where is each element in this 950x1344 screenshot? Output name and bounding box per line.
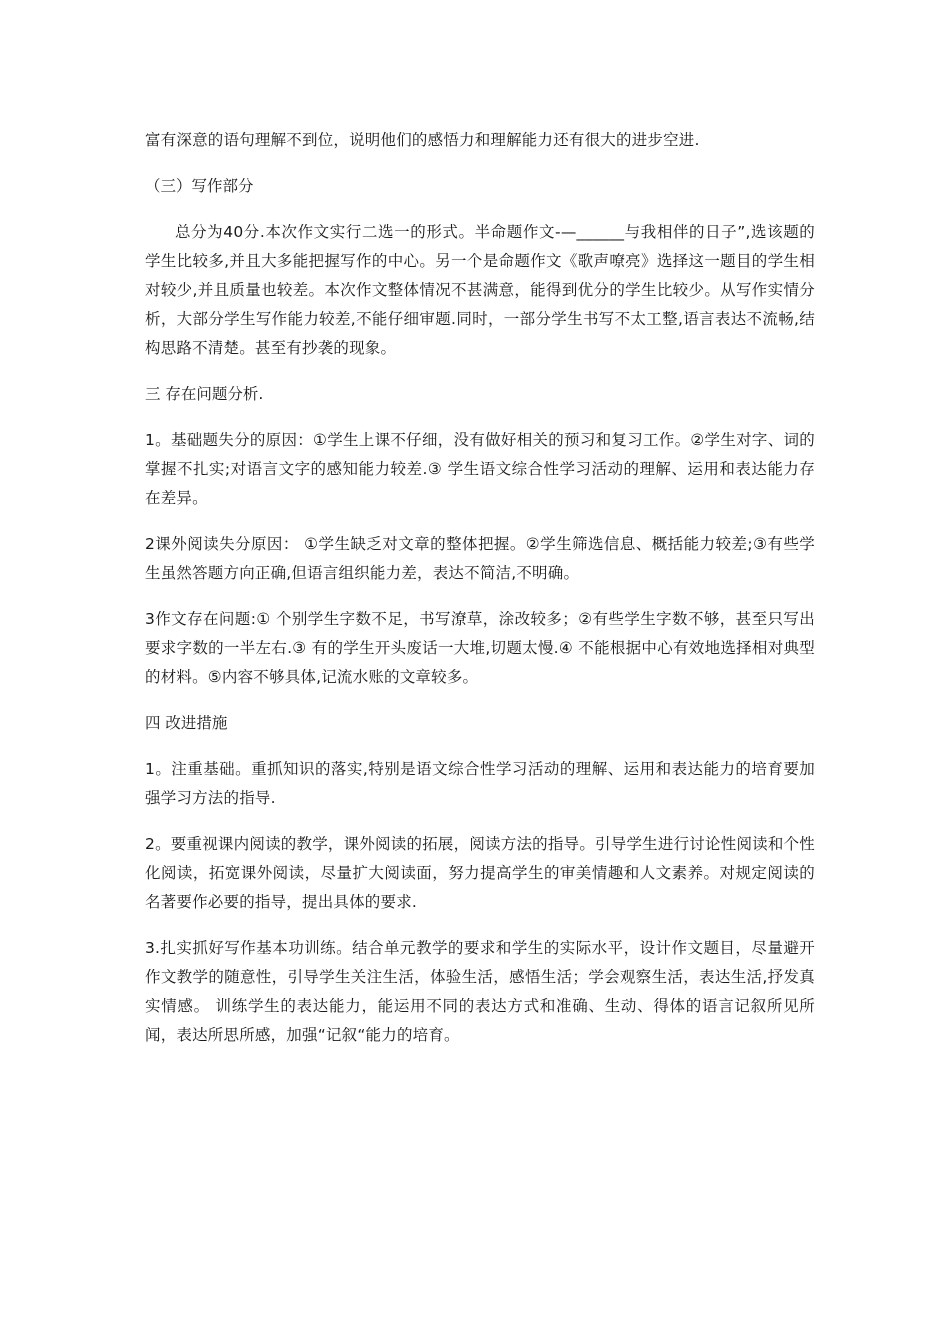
measures-section-heading: 四 改进措施 [145, 714, 228, 732]
problem-paragraph-2: 2课外阅读失分原因： ①学生缺乏对文章的整体把握。②学生筛选信息、概括能力较差;③有些学生虽然答题方向正确,但语言组织能力差，表达不简洁,不明确。 [145, 535, 815, 582]
measure-paragraph-3: 3.扎实抓好写作基本功训练。结合单元教学的要求和学生的实际水平，设计作文题目，尽量避开作文教学的随意性，引导学生关注生活，体验生活，感悟生活；学会观察生活，表达生活,抒发真实情感。 训练学生的表达能力，能运用不同的表达方式和准确、生动、得体的语言记叙所见所闻，表达所思所感，加强“记叙“能力的培育。 [145, 939, 815, 1044]
measure-paragraph-2: 2。要重视课内阅读的教学，课外阅读的拓展，阅读方法的指导。引导学生进行讨论性阅读和个性化阅读，拓宽课外阅读，尽量扩大阅读面，努力提高学生的审美情趣和人文素养。对规定阅读的名著要作必要的指导，提出具体的要求. [145, 835, 815, 911]
writing-paragraph: 总分为40分.本次作文实行二选一的形式。半命题作文-—______与我相伴的日子”,选该题的学生比较多,并且大多能把握写作的中心。另一个是命题作文《歌声嘹亮》选择这一题目的学生相对较少,并且质量也较差。本次作文整体情况不甚满意，能得到优分的学生比较少。从写作实情分析，大部分学生写作能力较差,不能仔细审题.同时，一部分学生书写不太工整,语言表达不流畅,结构思路不清楚。甚至有抄袭的现象。 [145, 223, 815, 357]
problems-section-heading: 三 存在问题分析. [145, 385, 264, 403]
problem-paragraph-3: 3作文存在问题:① 个别学生字数不足，书写潦草，涂改较多；②有些学生字数不够，甚至只写出要求字数的一半左右.③ 有的学生开头废话一大堆,切题太慢.④ 不能根据中心有效地选择相对典型的材料。⑤内容不够具体,记流水账的文章较多。 [145, 610, 815, 686]
continuation-paragraph: 富有深意的语句理解不到位，说明他们的感悟力和理解能力还有很大的进步空进. [145, 131, 700, 149]
writing-section-heading: （三）写作部分 [145, 177, 254, 195]
measure-paragraph-1: 1。注重基础。重抓知识的落实,特别是语文综合性学习活动的理解、运用和表达能力的培育要加强学习方法的指导. [145, 760, 815, 807]
document-body [145, 126, 815, 1067]
problem-paragraph-1: 1。基础题失分的原因：①学生上课不仔细，没有做好相关的预习和复习工作。②学生对字、词的掌握不扎实;对语言文字的感知能力较差.③ 学生语文综合性学习活动的理解、运用和表达能力存在差异。 [145, 431, 815, 507]
